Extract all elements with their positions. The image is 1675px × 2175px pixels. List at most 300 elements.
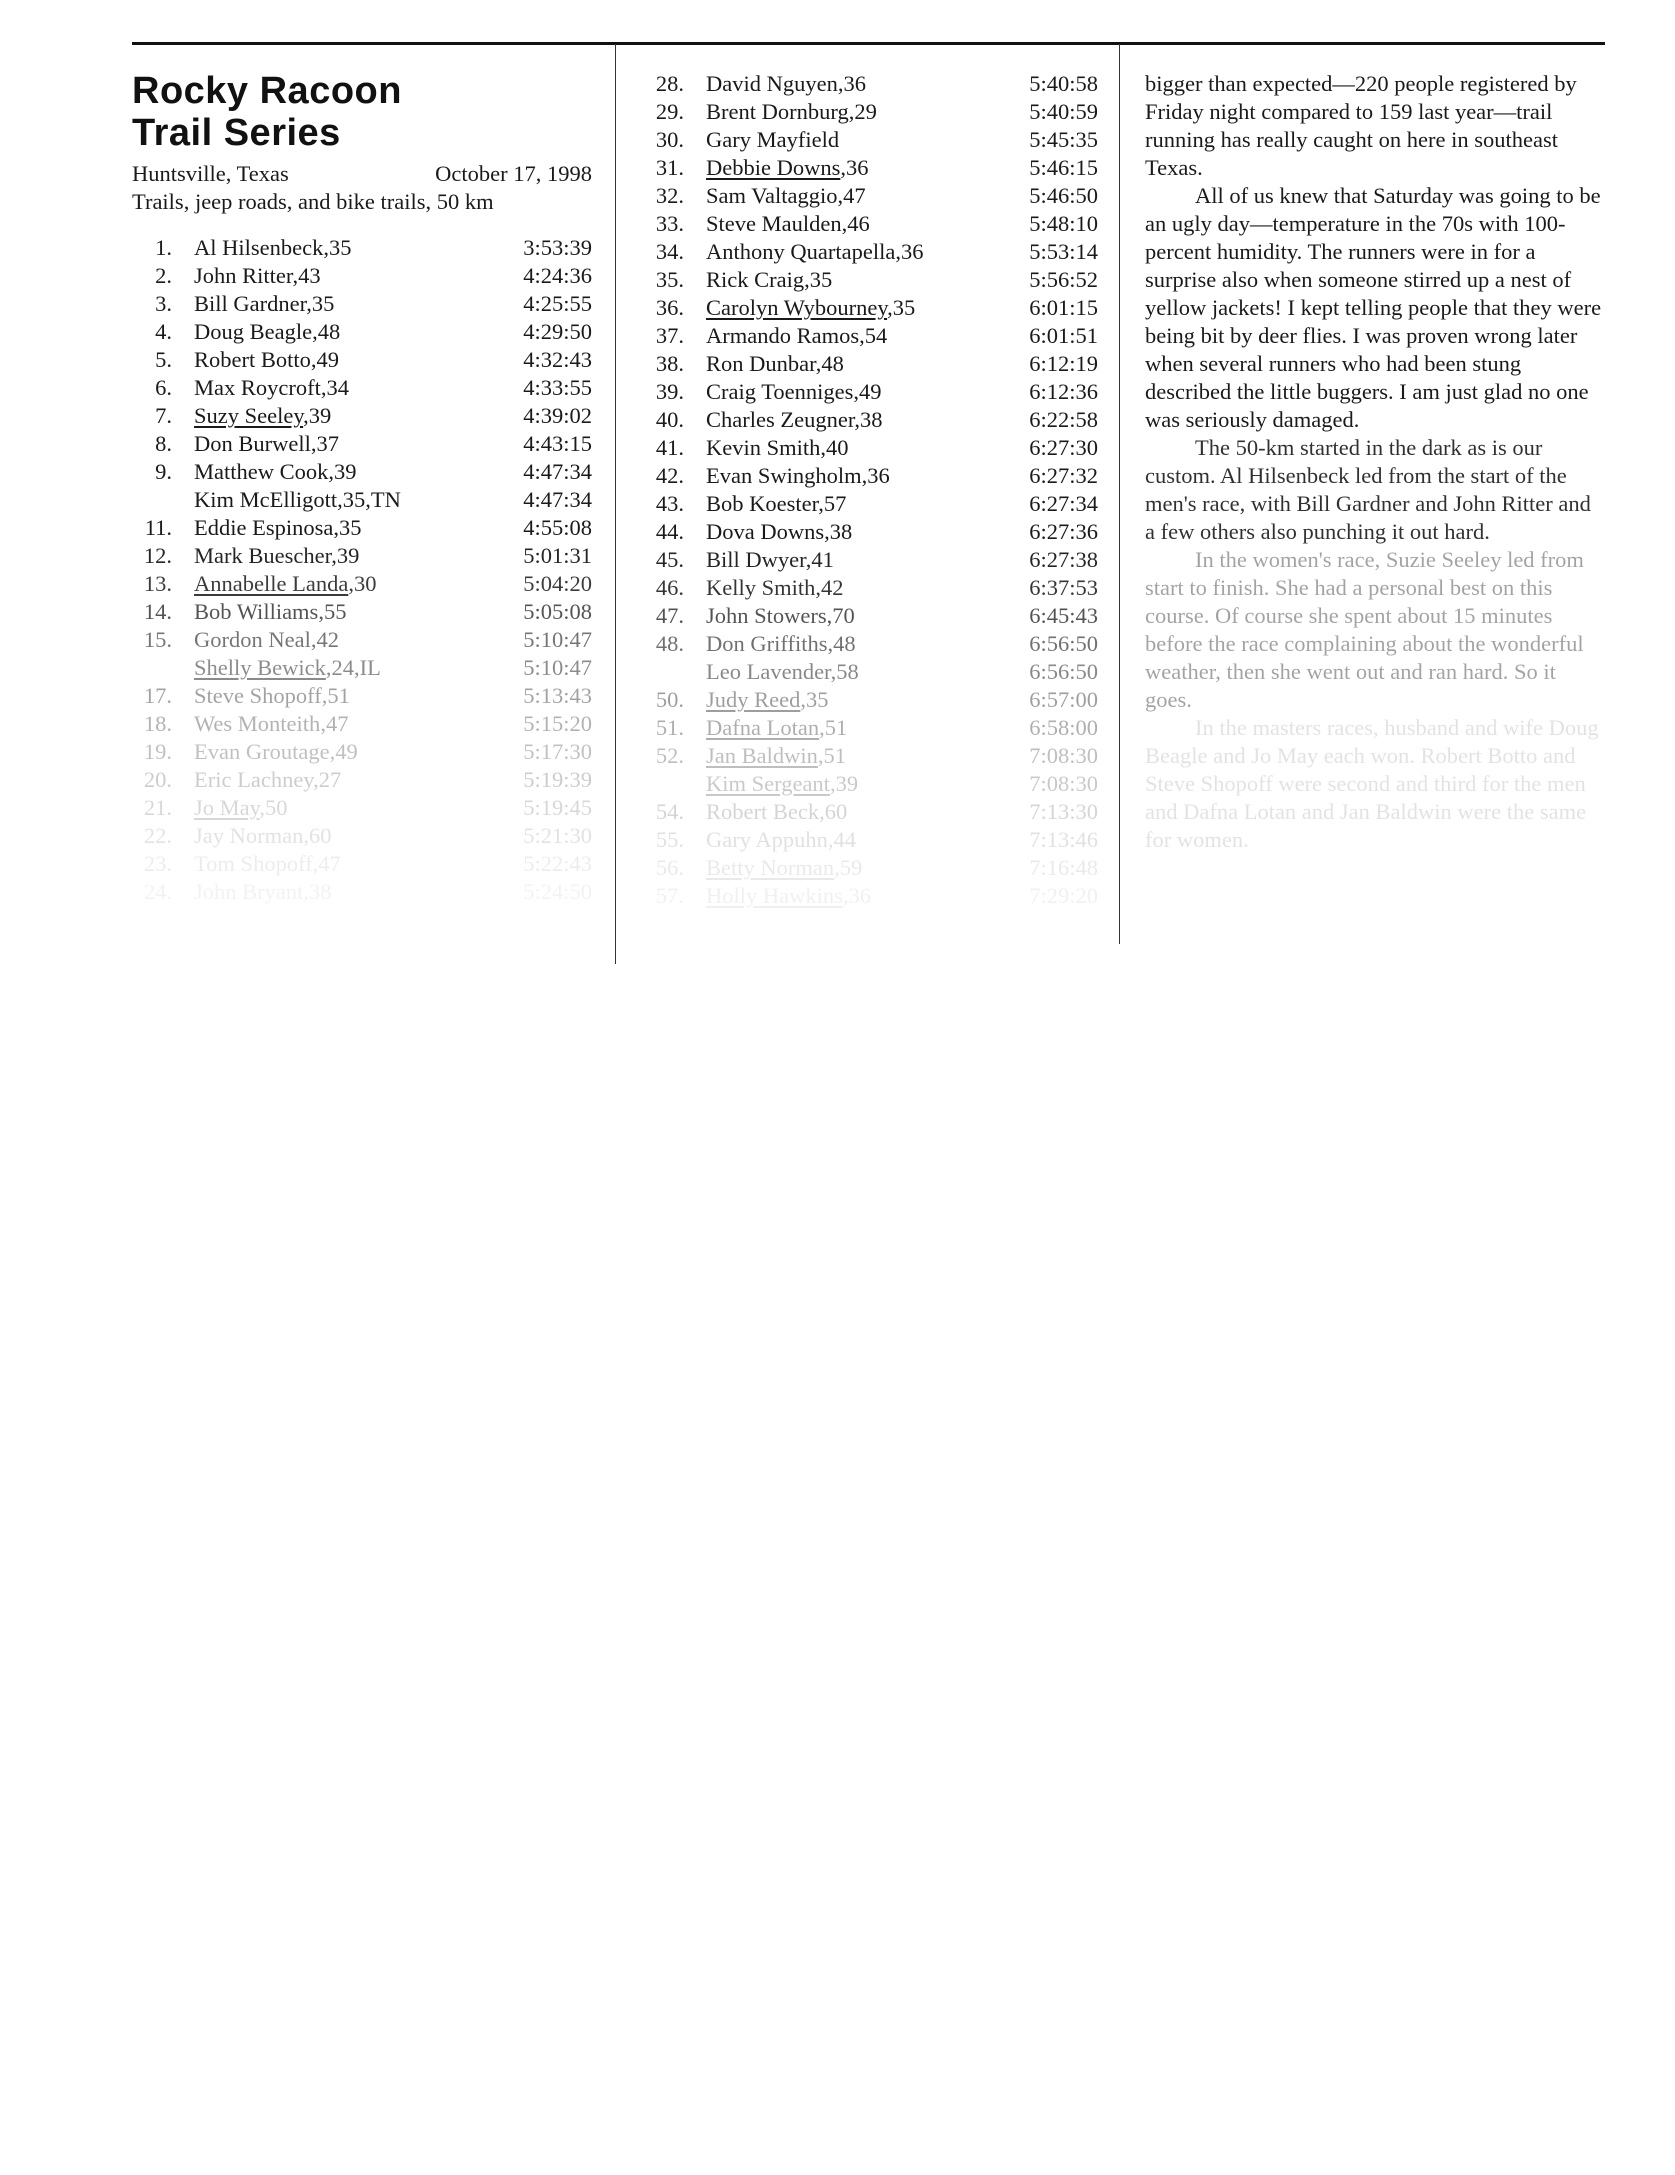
runner-name: Betty Norman: [706, 855, 835, 880]
runner-name: Holly Hawkins: [706, 883, 843, 908]
runner-name: Robert Botto: [194, 347, 311, 372]
result-row: [638, 574, 1098, 602]
runner-age: ,50: [259, 795, 288, 820]
runner-age: ,38: [854, 407, 883, 432]
result-row: [132, 346, 592, 374]
runner-age: ,36: [837, 71, 866, 96]
runner-age: ,40: [820, 435, 849, 460]
result-time: 4:24:36: [523, 263, 592, 288]
result-row: [132, 626, 592, 654]
runner-age: ,46: [841, 211, 870, 236]
result-row: [638, 210, 1098, 238]
result-row: [638, 546, 1098, 574]
result-rank: 55.: [655, 827, 684, 852]
result-time: 6:27:30: [1029, 435, 1098, 460]
runner-age: ,48: [827, 631, 856, 656]
result-row: [132, 766, 592, 794]
result-time: 5:19:39: [523, 767, 592, 792]
result-row: [638, 350, 1098, 378]
result-row: [638, 154, 1098, 182]
runner-name: Dova Downs: [706, 519, 825, 544]
result-runner: [706, 406, 883, 434]
runner-age: ,39: [328, 459, 357, 484]
runner-age: ,35,TN: [337, 487, 401, 512]
result-runner: [194, 710, 348, 738]
result-time: 6:01:15: [1029, 295, 1098, 320]
runner-name: Wes Monteith: [194, 711, 321, 736]
runner-name: Judy Reed: [706, 687, 801, 712]
result-row: [638, 742, 1098, 770]
result-runner: [706, 714, 847, 742]
result-runner: [706, 518, 852, 546]
result-time: 5:05:08: [523, 599, 592, 624]
result-rank: 34.: [655, 239, 684, 264]
result-row: [638, 770, 1098, 798]
runner-name: David Nguyen: [706, 71, 838, 96]
result-runner: [706, 630, 856, 658]
result-runner: [706, 210, 870, 238]
runner-age: ,59: [834, 855, 863, 880]
result-runner: [706, 294, 915, 322]
runner-age: ,48: [312, 319, 341, 344]
runner-age: ,51: [817, 743, 846, 768]
runner-name: Dafna Lotan: [706, 715, 820, 740]
runner-age: ,35: [306, 291, 335, 316]
result-runner: [194, 458, 357, 486]
result-time: 4:33:55: [523, 375, 592, 400]
result-row: [132, 878, 592, 906]
runner-name: Steve Shopoff: [194, 683, 322, 708]
result-time: 5:46:50: [1029, 183, 1098, 208]
result-rank: 29.: [655, 99, 684, 124]
result-time: 6:56:50: [1029, 631, 1098, 656]
runner-name: John Stowers: [706, 603, 827, 628]
result-time: 7:13:30: [1029, 799, 1098, 824]
runner-age: ,47: [320, 711, 349, 736]
result-row: [638, 714, 1098, 742]
result-row: [132, 374, 592, 402]
result-runner: [194, 626, 339, 654]
result-row: [638, 182, 1098, 210]
runner-name: Rick Craig: [706, 267, 805, 292]
result-runner: [194, 318, 340, 346]
race-description: Trails, jeep roads, and bike trails, 50 km: [132, 189, 494, 214]
runner-age: ,49: [310, 347, 339, 372]
result-rank: 56.: [655, 855, 684, 880]
runner-name: Jay Norman: [194, 823, 304, 848]
result-time: 5:01:31: [523, 543, 592, 568]
runner-age: ,60: [819, 799, 848, 824]
result-rank: 7.: [155, 403, 172, 428]
runner-age: ,36: [840, 155, 869, 180]
result-rank: 3.: [155, 291, 172, 316]
result-time: 4:43:15: [523, 431, 592, 456]
result-runner: [706, 490, 846, 518]
result-time: 5:17:30: [523, 739, 592, 764]
result-runner: [706, 462, 890, 490]
runner-name: Suzy Seeley: [194, 403, 304, 428]
result-time: 5:24:50: [523, 879, 592, 904]
runner-name: John Ritter: [194, 263, 293, 288]
result-row: [638, 434, 1098, 462]
result-rank: 21.: [143, 795, 172, 820]
result-rank: 15.: [143, 627, 172, 652]
runner-name: Mark Buescher: [194, 543, 332, 568]
result-runner: [194, 486, 401, 514]
result-runner: [706, 182, 866, 210]
runner-name: Annabelle Landa: [194, 571, 349, 596]
runner-age: ,51: [321, 683, 350, 708]
result-rank: 36.: [655, 295, 684, 320]
result-rank: 38.: [655, 351, 684, 376]
runner-name: Evan Swingholm: [706, 463, 862, 488]
result-row: [638, 630, 1098, 658]
result-rank: 17.: [143, 683, 172, 708]
result-time: 6:12:36: [1029, 379, 1098, 404]
result-rank: 14.: [143, 599, 172, 624]
result-row: [638, 462, 1098, 490]
result-runner: [706, 826, 856, 854]
runner-age: ,44: [827, 827, 856, 852]
runner-age: ,48: [815, 351, 844, 376]
runner-name: Steve Maulden: [706, 211, 842, 236]
result-row: [638, 406, 1098, 434]
result-time: 4:25:55: [523, 291, 592, 316]
result-rank: 5.: [155, 347, 172, 372]
result-rank: 39.: [655, 379, 684, 404]
runner-age: ,42: [310, 627, 339, 652]
article-paragraph-3: The 50-km started in the dark as is our custom. Al Hilsenbeck led from the start of the men's race, with Bill Gardner and John Ritter and a few others also punching it out hard.: [1145, 435, 1591, 544]
article-paragraph-2: All of us knew that Saturday was going to be an ugly day—temperature in the 70s with 100-percent humidity. The runners were in for a surprise also when someone stirred up a nest of yellow jackets! I kept telling people that they were being bit by deer flies. I was proven wrong later when several runners who had been stung described the little buggers. I am just glad no one was seriously damaged.: [1145, 183, 1602, 432]
runner-age: ,35: [800, 687, 829, 712]
result-time: 5:48:10: [1029, 211, 1098, 236]
result-runner: [194, 878, 332, 906]
result-rank: 54.: [655, 799, 684, 824]
result-rank: 23.: [143, 851, 172, 876]
runner-age: ,43: [292, 263, 321, 288]
runner-age: ,54: [859, 323, 888, 348]
runner-name: Bob Williams: [194, 599, 319, 624]
article-paragraph-1: bigger than expected—220 people registered by Friday night compared to 159 last year—trail running has really caught on here in southeast Texas.: [1145, 71, 1577, 180]
result-rank: 24.: [143, 879, 172, 904]
result-row: [132, 290, 592, 318]
result-runner: [706, 686, 829, 714]
race-title-line-1: Rocky Racoon: [132, 70, 402, 112]
result-row: [638, 686, 1098, 714]
result-time: 5:40:59: [1029, 99, 1098, 124]
result-time: 6:56:50: [1029, 659, 1098, 684]
result-row: [132, 570, 592, 598]
runner-name: Craig Toenniges: [706, 379, 854, 404]
runner-name: Doug Beagle: [194, 319, 313, 344]
result-row: [638, 126, 1098, 154]
result-time: 6:22:58: [1029, 407, 1098, 432]
result-rank: 48.: [655, 631, 684, 656]
runner-name: John Bryant: [194, 879, 304, 904]
result-rank: 9.: [155, 459, 172, 484]
result-time: 6:37:53: [1029, 575, 1098, 600]
result-row: [132, 514, 592, 542]
result-row: [638, 490, 1098, 518]
result-time: 6:58:00: [1029, 715, 1098, 740]
result-row: [132, 430, 592, 458]
runner-name: Robert Beck: [706, 799, 820, 824]
runner-age: ,60: [303, 823, 332, 848]
result-row: [132, 318, 592, 346]
result-row: [638, 294, 1098, 322]
result-rank: 4.: [155, 319, 172, 344]
runner-age: ,35: [887, 295, 916, 320]
result-time: 5:21:30: [523, 823, 592, 848]
result-rank: 2.: [155, 263, 172, 288]
runner-name: Eddie Espinosa: [194, 515, 334, 540]
runner-age: ,49: [853, 379, 882, 404]
runner-age: ,24,IL: [325, 655, 381, 680]
runner-name: Charles Zeugner: [706, 407, 855, 432]
result-runner: [706, 658, 859, 686]
top-rule: [132, 42, 1605, 45]
runner-age: ,51: [819, 715, 848, 740]
runner-age: ,35: [323, 235, 352, 260]
runner-name: Matthew Cook: [194, 459, 329, 484]
result-row: [132, 794, 592, 822]
result-runner: [194, 234, 351, 262]
result-row: [638, 854, 1098, 882]
runner-age: ,36: [895, 239, 924, 264]
result-runner: [706, 238, 923, 266]
runner-age: ,39: [303, 403, 332, 428]
result-runner: [194, 290, 334, 318]
runner-age: ,42: [815, 575, 844, 600]
column-divider-1: [615, 44, 616, 964]
result-runner: [706, 770, 858, 798]
result-time: 5:04:20: [523, 571, 592, 596]
runner-age: ,38: [303, 879, 332, 904]
runner-age: ,55: [318, 599, 347, 624]
result-runner: [194, 402, 331, 430]
result-rank: 20.: [143, 767, 172, 792]
runner-name: Anthony Quartapella: [706, 239, 896, 264]
result-runner: [706, 378, 882, 406]
result-runner: [194, 430, 339, 458]
results-column-1: [132, 70, 592, 906]
result-row: [638, 518, 1098, 546]
result-runner: [706, 854, 862, 882]
result-runner: [194, 738, 358, 766]
column-divider-2: [1119, 44, 1120, 944]
result-time: 5:56:52: [1029, 267, 1098, 292]
result-row: [638, 266, 1098, 294]
result-runner: [194, 262, 321, 290]
result-rank: 22.: [143, 823, 172, 848]
runner-name: Don Griffiths: [706, 631, 828, 656]
result-runner: [194, 542, 359, 570]
result-rank: 28.: [655, 71, 684, 96]
result-rank: 47.: [655, 603, 684, 628]
result-time: 5:19:45: [523, 795, 592, 820]
result-row: [132, 850, 592, 878]
article-paragraph-5: In the masters races, husband and wife Doug Beagle and Jo May each won. Robert Botto and Steve Shopoff were second and third for the men and Dafna Lotan and Jan Baldwin were the same for women.: [1145, 715, 1599, 852]
results-list-2: [638, 70, 1098, 910]
result-time: 4:47:34: [523, 487, 592, 512]
runner-name: Bill Gardner: [194, 291, 307, 316]
result-runner: [194, 682, 350, 710]
result-row: [638, 882, 1098, 910]
result-runner: [706, 602, 855, 630]
result-time: 4:47:34: [523, 459, 592, 484]
result-runner: [194, 766, 341, 794]
result-runner: [194, 570, 376, 598]
result-row: [132, 234, 592, 262]
result-rank: 52.: [655, 743, 684, 768]
race-report-article: [1145, 70, 1603, 854]
result-rank: 50.: [655, 687, 684, 712]
result-row: [638, 322, 1098, 350]
result-row: [132, 738, 592, 766]
runner-age: ,35: [333, 515, 362, 540]
result-rank: 44.: [655, 519, 684, 544]
result-row: [638, 70, 1098, 98]
result-row: [132, 542, 592, 570]
result-row: [132, 682, 592, 710]
article-paragraph-4: In the women's race, Suzie Seeley led from start to finish. She had a personal best on this course. Of course she spent about 15 minutes before the race complaining about the wonderful weather, then she went out and ran hard. So it goes.: [1145, 547, 1584, 712]
result-time: 5:45:35: [1029, 127, 1098, 152]
result-row: [132, 598, 592, 626]
result-rank: 12.: [143, 543, 172, 568]
runner-age: ,35: [804, 267, 833, 292]
runner-age: ,41: [805, 547, 834, 572]
race-title: [132, 70, 592, 154]
result-row: [638, 658, 1098, 686]
runner-name: Jo May: [194, 795, 260, 820]
result-time: 5:46:15: [1029, 155, 1098, 180]
runner-name: Tom Shopoff: [194, 851, 313, 876]
result-rank: 46.: [655, 575, 684, 600]
result-runner: [194, 850, 341, 878]
result-time: 5:40:58: [1029, 71, 1098, 96]
result-runner: [194, 514, 361, 542]
race-meta: [132, 160, 592, 188]
result-time: 6:45:43: [1029, 603, 1098, 628]
result-time: 5:13:43: [523, 683, 592, 708]
result-rank: 1.: [155, 235, 172, 260]
result-time: 4:32:43: [523, 347, 592, 372]
result-rank: 41.: [655, 435, 684, 460]
runner-name: Jan Baldwin: [706, 743, 818, 768]
result-rank: 18.: [143, 711, 172, 736]
result-row: [638, 602, 1098, 630]
runner-name: Shelly Bewick: [194, 655, 326, 680]
result-time: 7:16:48: [1029, 855, 1098, 880]
runner-age: ,57: [818, 491, 847, 516]
runner-name: Ron Dunbar: [706, 351, 816, 376]
runner-age: ,58: [830, 659, 859, 684]
result-rank: 8.: [155, 431, 172, 456]
result-runner: [706, 742, 846, 770]
runner-name: Armando Ramos: [706, 323, 860, 348]
results-column-2: [638, 70, 1098, 910]
result-time: 5:53:14: [1029, 239, 1098, 264]
result-runner: [194, 598, 346, 626]
runner-age: ,39: [829, 771, 859, 796]
result-row: [638, 238, 1098, 266]
runner-age: ,39: [331, 543, 360, 568]
runner-age: ,30: [348, 571, 377, 596]
runner-age: ,37: [310, 431, 339, 456]
result-rank: 40.: [655, 407, 684, 432]
result-time: 5:10:47: [523, 655, 592, 680]
runner-name: Sam Valtaggio: [706, 183, 838, 208]
result-rank: 11.: [144, 515, 172, 540]
result-row: [638, 98, 1098, 126]
result-rank: 30.: [655, 127, 684, 152]
result-row: [638, 798, 1098, 826]
result-time: 7:29:20: [1029, 883, 1098, 908]
runner-name: Gary Appuhn: [706, 827, 828, 852]
result-row: [132, 486, 592, 514]
result-time: 6:57:00: [1029, 687, 1098, 712]
result-runner: [706, 798, 847, 826]
result-runner: [194, 822, 331, 850]
runner-age: ,47: [312, 851, 341, 876]
runner-name: Al Hilsenbeck: [194, 235, 324, 260]
result-rank: 6.: [155, 375, 172, 400]
result-runner: [706, 126, 839, 154]
runner-age: ,70: [826, 603, 855, 628]
result-rank: 35.: [655, 267, 684, 292]
result-runner: [706, 98, 877, 126]
runner-name: Brent Dornburg: [706, 99, 849, 124]
runner-age: ,47: [837, 183, 866, 208]
runner-age: ,27: [313, 767, 342, 792]
runner-age: ,36: [861, 463, 890, 488]
runner-name: Gary Mayfield: [706, 127, 840, 152]
runner-name: Bob Koester: [706, 491, 819, 516]
runner-name: Kelly Smith: [706, 575, 816, 600]
result-row: [132, 458, 592, 486]
result-runner: [706, 70, 866, 98]
result-runner: [194, 374, 349, 402]
result-row: [132, 262, 592, 290]
result-runner: [706, 350, 844, 378]
result-rank: 19.: [143, 739, 172, 764]
result-row: [638, 378, 1098, 406]
result-time: 5:10:47: [523, 627, 592, 652]
runner-name: Carolyn Wybourney: [706, 295, 888, 320]
result-rank: 45.: [655, 547, 684, 572]
runner-age: ,38: [824, 519, 853, 544]
result-rank: 31.: [655, 155, 684, 180]
result-rank: 33.: [655, 211, 684, 236]
result-runner: [706, 434, 849, 462]
race-location: Huntsville, Texas: [132, 161, 289, 186]
result-rank: 13.: [143, 571, 172, 596]
race-date: October 17, 1998: [435, 161, 592, 186]
result-time: 6:27:36: [1029, 519, 1098, 544]
runner-age: ,36: [842, 883, 871, 908]
runner-name: Don Burwell: [194, 431, 311, 456]
runner-name: Kim Sergeant: [706, 771, 830, 796]
runner-age: ,34: [320, 375, 349, 400]
result-runner: [706, 882, 871, 910]
result-time: 7:13:46: [1029, 827, 1098, 852]
result-time: 6:27:38: [1029, 547, 1098, 572]
result-time: 5:22:43: [523, 851, 592, 876]
runner-name: Gordon Neal: [194, 627, 311, 652]
result-rank: 57.: [655, 883, 684, 908]
result-runner: [706, 266, 832, 294]
result-runner: [706, 322, 887, 350]
